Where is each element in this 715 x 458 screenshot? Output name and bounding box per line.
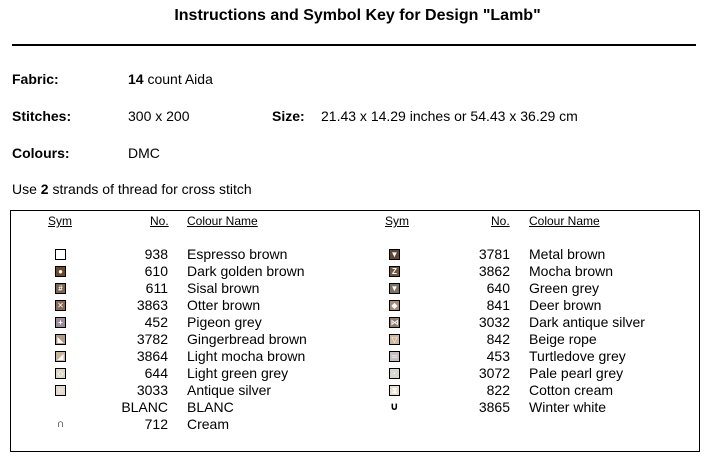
cross-icon: ✕	[55, 300, 66, 311]
strands-post: strands of thread for cross stitch	[48, 181, 252, 197]
colour-name: Deer brown	[529, 297, 602, 313]
down-outline-icon: ▽	[389, 334, 400, 345]
colour-number: 3781	[478, 246, 510, 262]
colour-name: Cream	[187, 416, 230, 432]
colour-name: Sisal brown	[187, 280, 260, 296]
fabric-type: count Aida	[143, 71, 213, 87]
fabric-count: 14	[128, 71, 144, 87]
colour-number: 610	[144, 263, 168, 279]
diamond-filled-icon: ◆	[389, 300, 400, 311]
colour-number: 822	[486, 382, 510, 398]
header-sym-right: Sym	[385, 214, 409, 228]
bowtie-icon: ⋈	[390, 317, 399, 327]
fabric-label: Fabric:	[12, 71, 59, 87]
stitches-label: Stitches:	[12, 108, 72, 124]
colour-number: 453	[486, 348, 510, 364]
down-arrow-icon: ▼	[390, 283, 399, 293]
z-letter-icon: Z	[389, 266, 400, 277]
page-title: Instructions and Symbol Key for Design "Lamb"	[174, 7, 541, 24]
triangle-icon: ◣	[55, 334, 66, 345]
colour-name: Espresso brown	[187, 246, 288, 262]
size-label: Size:	[272, 108, 305, 124]
colour-name: Cotton cream	[529, 382, 614, 398]
diamond-icon: ◇	[55, 368, 66, 379]
colour-name: Winter white	[529, 399, 607, 415]
strands-pre: Use	[12, 181, 41, 197]
strands-count: 2	[40, 181, 49, 197]
colour-number: 938	[144, 246, 168, 262]
colour-number: 3072	[478, 365, 510, 381]
colour-number: BLANC	[121, 399, 168, 415]
colour-name: Pigeon grey	[187, 314, 262, 330]
title-divider	[12, 44, 696, 46]
colour-name: Gingerbread brown	[187, 331, 307, 347]
colour-number: 640	[486, 280, 510, 296]
colour-number: 842	[486, 331, 510, 347]
header-colour-name-left: Colour Name	[187, 214, 258, 228]
hourglass-icon: ⧗	[389, 385, 400, 396]
header-colour-name-right: Colour Name	[529, 214, 600, 228]
colour-number: 3864	[136, 348, 168, 364]
circle-icon: ●	[55, 266, 66, 277]
colour-name: Light mocha brown	[187, 348, 306, 364]
colour-name: Dark antique silver	[529, 314, 645, 330]
colour-name: Turtledove grey	[529, 348, 626, 364]
colour-number: 712	[144, 416, 168, 432]
colour-name: Otter brown	[187, 297, 261, 313]
colour-name: Beige rope	[529, 331, 597, 347]
colour-name: Metal brown	[529, 246, 606, 262]
strands-instruction	[12, 181, 252, 197]
colour-number: 3782	[136, 331, 168, 347]
colour-number: 3033	[136, 382, 168, 398]
colours-value: DMC	[128, 145, 160, 161]
colour-name: Light green grey	[187, 365, 289, 381]
header-sym-left: Sym	[48, 214, 72, 228]
colour-name: Green grey	[529, 280, 600, 296]
fabric-value	[128, 71, 213, 87]
dot-icon: ·	[389, 368, 400, 379]
colour-number: 452	[144, 314, 168, 330]
colour-number: 644	[144, 365, 168, 381]
colour-name: Dark golden brown	[187, 263, 305, 279]
triangle-corner-icon: ◢	[55, 351, 66, 362]
plus-icon: +	[55, 317, 66, 328]
header-no-left: No.	[150, 214, 169, 228]
size-value: 21.43 x 14.29 inches or 54.43 x 36.29 cm	[321, 108, 578, 124]
colour-name: BLANC	[187, 399, 234, 415]
header-no-right: No.	[491, 214, 510, 228]
colour-name: Antique silver	[187, 382, 272, 398]
colour-name: Pale pearl grey	[529, 365, 624, 381]
colour-number: 3863	[136, 297, 168, 313]
colour-number: 3865	[478, 399, 510, 415]
cup-icon: ∪	[390, 401, 399, 413]
colour-number: 611	[145, 280, 168, 296]
hash-icon: #	[55, 283, 66, 294]
colour-name: Mocha brown	[529, 263, 614, 279]
stitches-value: 300 x 200	[128, 108, 190, 124]
bars-icon: ═	[389, 351, 400, 362]
colour-number: 3032	[478, 314, 510, 330]
arch-icon: ∩	[56, 418, 65, 430]
colour-number: 841	[486, 297, 510, 313]
colours-label: Colours:	[12, 145, 70, 161]
ring-icon: ○	[55, 385, 66, 396]
colour-number: 3862	[478, 263, 510, 279]
down-triangle-icon: ▼	[390, 249, 399, 259]
square-outline-icon	[55, 249, 66, 260]
